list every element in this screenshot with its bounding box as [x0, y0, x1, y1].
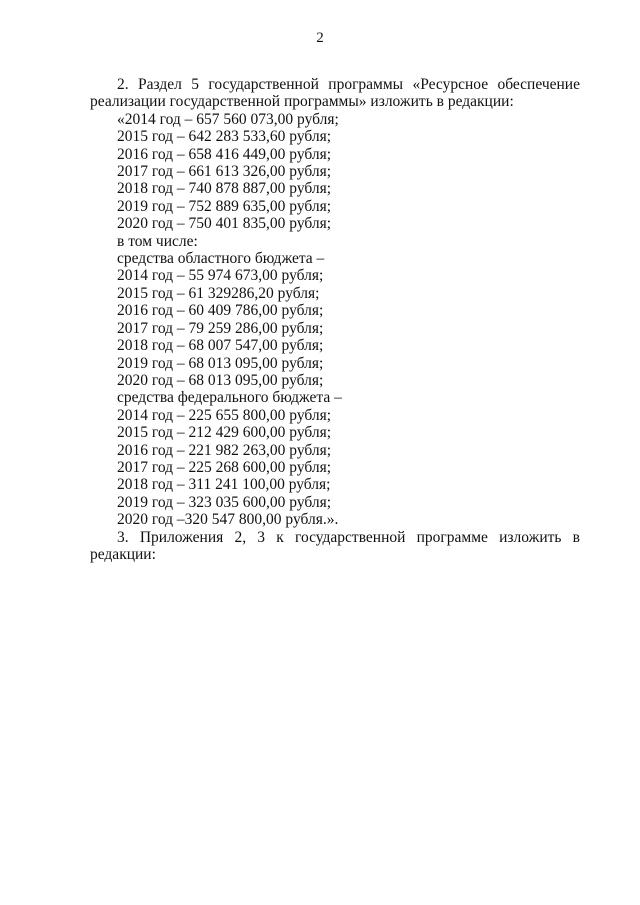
item-2-intro: 2. Раздел 5 государственной программы «Ресурсное обеспечение реализации государственной программы» изложить в редакции:	[90, 76, 580, 111]
federal-line: 2017 год – 225 268 600,00 рубля;	[117, 458, 332, 476]
regional-line: 2015 год – 61 329286,20 рубля;	[117, 284, 320, 302]
totals-list	[90, 111, 580, 233]
totals-line: «2014 год – 657 560 073,00 рубля;	[117, 110, 339, 128]
regional-line: 2020 год – 68 013 095,00 рубля;	[117, 371, 324, 389]
regional-line: 2014 год – 55 974 673,00 рубля;	[117, 267, 324, 285]
regional-line: 2017 год – 79 259 286,00 рубля;	[117, 319, 324, 337]
federal-line: 2015 год – 212 429 600,00 рубля;	[117, 424, 332, 442]
totals-line: 2019 год – 752 889 635,00 рубля;	[117, 197, 332, 215]
federal-budget-label: средства федерального бюджета –	[117, 389, 342, 407]
federal-line: 2016 год – 221 982 263,00 рубля;	[117, 441, 332, 459]
totals-line: 2016 год – 658 416 449,00 рубля;	[117, 145, 332, 163]
federal-line: 2018 год – 311 241 100,00 рубля;	[117, 476, 331, 494]
regional-line: 2018 год – 68 007 547,00 рубля;	[117, 337, 324, 355]
page-number: 2	[316, 30, 324, 46]
totals-line: 2018 год – 740 878 887,00 рубля;	[117, 180, 332, 198]
regional-line: 2016 год – 60 409 786,00 рубля;	[117, 302, 324, 320]
federal-line: 2020 год –320 547 800,00 рубля.».	[117, 511, 339, 529]
item-3-text: 3. Приложения 2, 3 к государственной программе изложить в редакции:	[90, 528, 580, 563]
document-body	[90, 76, 580, 563]
including-label: в том числе:	[117, 232, 198, 250]
federal-line: 2019 год – 323 035 600,00 рубля;	[117, 493, 332, 511]
regional-budget-label: средства областного бюджета –	[117, 250, 325, 268]
totals-line: 2020 год – 750 401 835,00 рубля;	[117, 215, 332, 233]
totals-line: 2015 год – 642 283 533,60 рубля;	[117, 128, 332, 146]
regional-budget-list	[90, 267, 580, 389]
federal-budget-list	[90, 407, 580, 529]
federal-line: 2014 год – 225 655 800,00 рубля;	[117, 406, 332, 424]
totals-line: 2017 год – 661 613 326,00 рубля;	[117, 163, 332, 181]
regional-line: 2019 год – 68 013 095,00 рубля;	[117, 354, 324, 372]
